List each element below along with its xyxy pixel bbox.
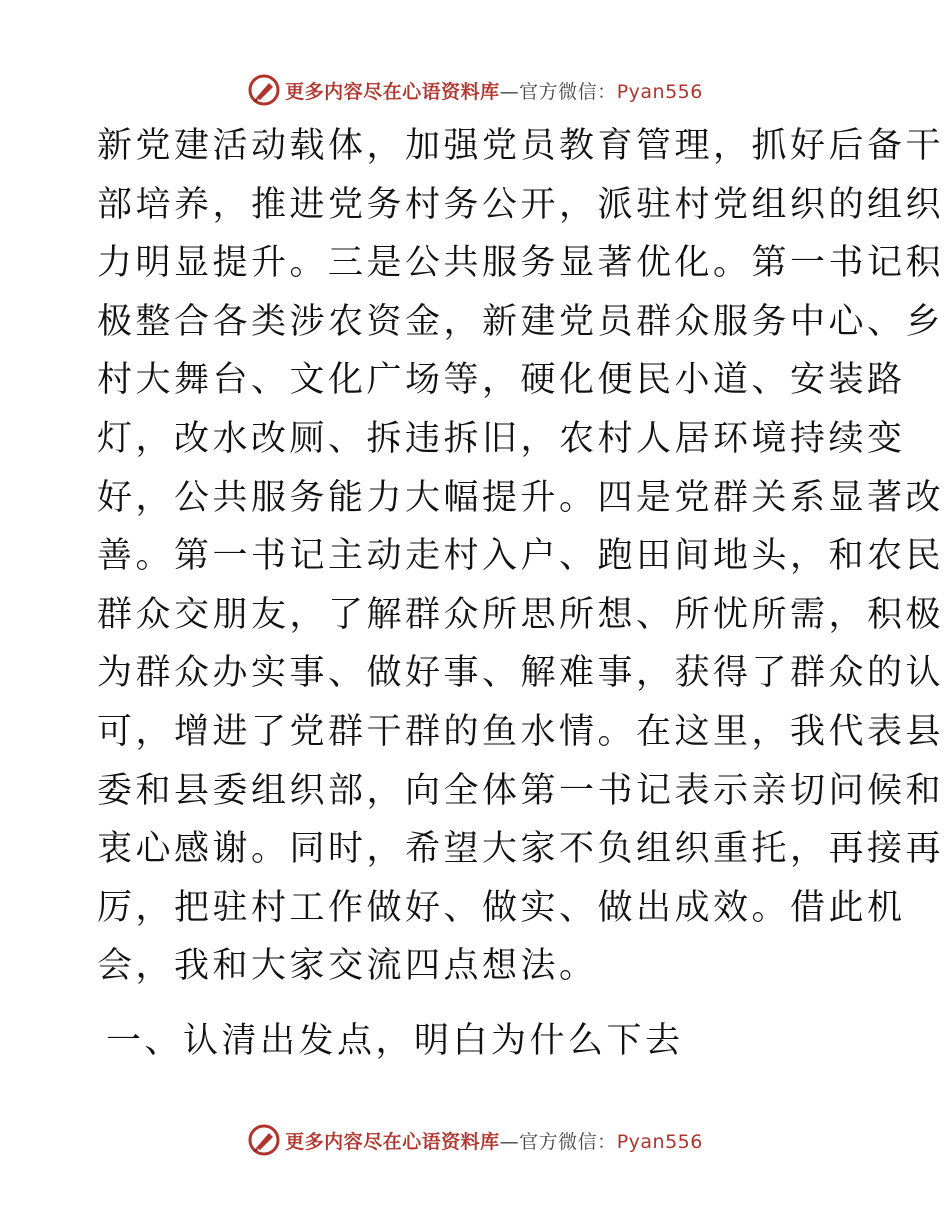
text-line: 好，公共服务能力大幅提升。四是党群关系显著改 (97, 477, 945, 518)
text-line: 衷心感谢。同时，希望大家不负组织重托，再接再 (97, 829, 945, 870)
banner-main-text: 更多内容尽在心语资料库 (285, 1130, 500, 1153)
banner-wechat-id: Pyan556 (616, 1130, 703, 1153)
text-line: 部培养，推进党务村务公开，派驻村党组织的组织 (97, 184, 945, 225)
banner-dash: — (499, 80, 520, 103)
section-heading: 一、认清出发点，明白为什么下去 (106, 1021, 684, 1061)
footer-banner (0, 1120, 950, 1160)
text-line: 极整合各类涉农资金，新建党员群众服务中心、乡 (97, 301, 945, 342)
text-line: 可，增进了党群干群的鱼水情。在这里，我代表县 (97, 711, 945, 752)
banner-wechat-label: 官方微信： (519, 1130, 617, 1153)
text-line: 善。第一书记主动走村入户、跑田间地头，和农民 (97, 536, 945, 577)
text-line: 厉，把驻村工作做好、做实、做出成效。借此机 (97, 887, 906, 928)
pen-logo-icon (247, 1123, 281, 1157)
document-body (97, 117, 945, 996)
banner-text (285, 77, 703, 104)
text-line: 村大舞台、文化广场等，硬化便民小道、安装路 (97, 360, 906, 401)
text-line: 群众交朋友，了解群众所思所想、所忧所需，积极 (97, 594, 945, 635)
text-line: 灯，改水改厕、拆违拆旧，农村人居环境持续变 (97, 418, 906, 459)
banner-text (285, 1127, 703, 1154)
banner-wechat-label: 官方微信： (519, 80, 617, 103)
text-line: 会，我和大家交流四点想法。 (97, 946, 598, 987)
pen-logo-icon (247, 73, 281, 107)
text-line: 委和县委组织部，向全体第一书记表示亲切问候和 (97, 770, 945, 811)
banner-wechat-id: Pyan556 (616, 80, 703, 103)
text-line: 力明显提升。三是公共服务显著优化。第一书记积 (97, 243, 945, 284)
banner-main-text: 更多内容尽在心语资料库 (285, 80, 500, 103)
text-line: 新党建活动载体，加强党员教育管理，抓好后备干 (97, 126, 945, 166)
banner-dash: — (499, 1130, 520, 1153)
text-line: 为群众办实事、做好事、解难事，获得了群众的认 (97, 653, 945, 694)
header-banner (0, 70, 950, 110)
body-paragraph (97, 117, 945, 996)
